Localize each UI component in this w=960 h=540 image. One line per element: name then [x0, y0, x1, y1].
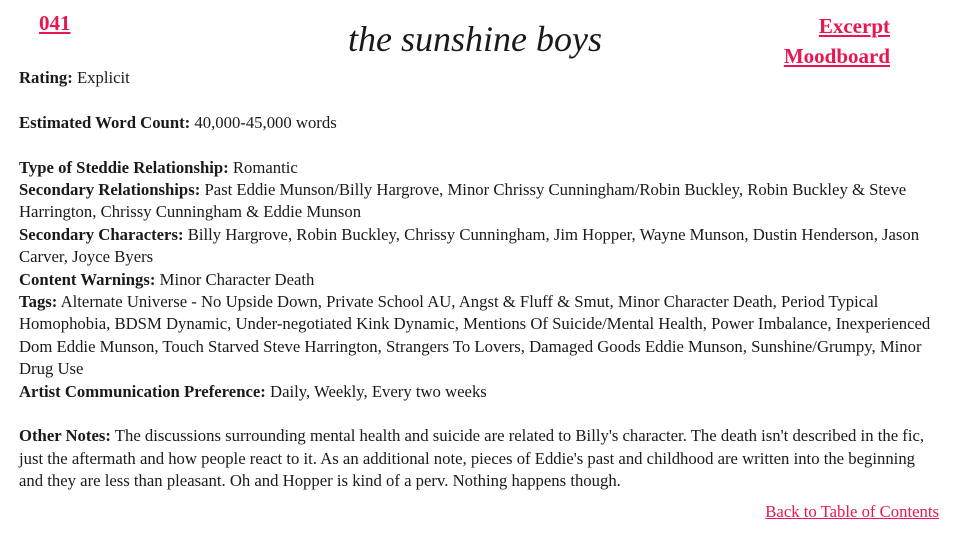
tags-value: Alternate Universe - No Upside Down, Private School AU, Angst & Fluff & Smut, Minor Character Death, Period Typical Homophobia, BDSM Dynamic, Under-negotiated Kink Dynamic, Mentions Of Suicide/Mental Health, Power Imbalance, Inexperienced Dom Eddie Munson, Touch Starved Steve Harrington, Strangers To Lovers, Damaged Goods Eddie Munson, Sunshine/Grumpy, Minor Drug Use	[19, 292, 931, 379]
relationship-type-label: Type of Steddie Relationship:	[19, 157, 229, 177]
secondary-relationships-label: Secondary Relationships:	[19, 180, 201, 199]
other-notes-field	[19, 425, 939, 492]
tags-field	[19, 291, 939, 381]
spacer	[19, 89, 939, 111]
relationship-type-field	[19, 157, 939, 179]
rating-label: Rating:	[19, 68, 73, 87]
relationship-type-value: Romantic	[232, 157, 298, 177]
secondary-relationships-value: Past Eddie Munson/Billy Hargrove, Minor Chrissy Cunningham/Robin Buckley, Robin Buckley & Steve Harrington, Chrissy Cunningham & Eddie Munson	[19, 180, 907, 222]
rating-value: Explicit	[76, 68, 130, 87]
artist-communication-label: Artist Communication Preference:	[19, 381, 266, 401]
content-warnings-field	[19, 269, 939, 291]
spacer	[19, 403, 939, 425]
word-count-label: Estimated Word Count:	[19, 112, 191, 132]
secondary-characters-value: Billy Hargrove, Robin Buckley, Chrissy Cunningham, Jim Hopper, Wayne Munson, Dustin Henderson, Jason Carver, Joyce Byers	[19, 224, 920, 267]
tags-label: Tags:	[19, 292, 58, 312]
artist-communication-field	[19, 381, 939, 403]
other-notes-value: The discussions surrounding mental health and suicide are related to Billy's character. The death isn't described in the fic, just the aftermath and how people react to it. As an additional note, pieces of Eddie's past and childhood are written into the beginning and they are less than pleasant. Oh and Hopper is kind of a perv. Nothing happens though.	[19, 426, 925, 491]
word-count-field	[19, 112, 939, 134]
secondary-relationships-field	[19, 179, 939, 224]
content-warnings-label: Content Warnings:	[19, 269, 156, 289]
page-title: the sunshine boys	[348, 19, 602, 59]
other-notes-label: Other Notes:	[19, 426, 111, 446]
content-warnings-value: Minor Character Death	[159, 269, 315, 289]
moodboard-link[interactable]: Moodboard	[783, 44, 890, 68]
artist-communication-value: Daily, Weekly, Every two weeks	[270, 381, 487, 401]
rating-field	[19, 67, 939, 89]
back-to-toc-link[interactable]: Back to Table of Contents	[765, 502, 939, 521]
entry-number-link[interactable]: 041	[39, 11, 71, 35]
secondary-characters-field	[19, 224, 939, 269]
header-links	[784, 11, 890, 71]
secondary-characters-label: Secondary Characters:	[19, 224, 184, 244]
word-count-value: 40,000-45,000 words	[194, 112, 337, 132]
excerpt-link[interactable]: Excerpt	[818, 14, 890, 38]
fic-details	[19, 67, 939, 493]
spacer	[19, 134, 939, 156]
